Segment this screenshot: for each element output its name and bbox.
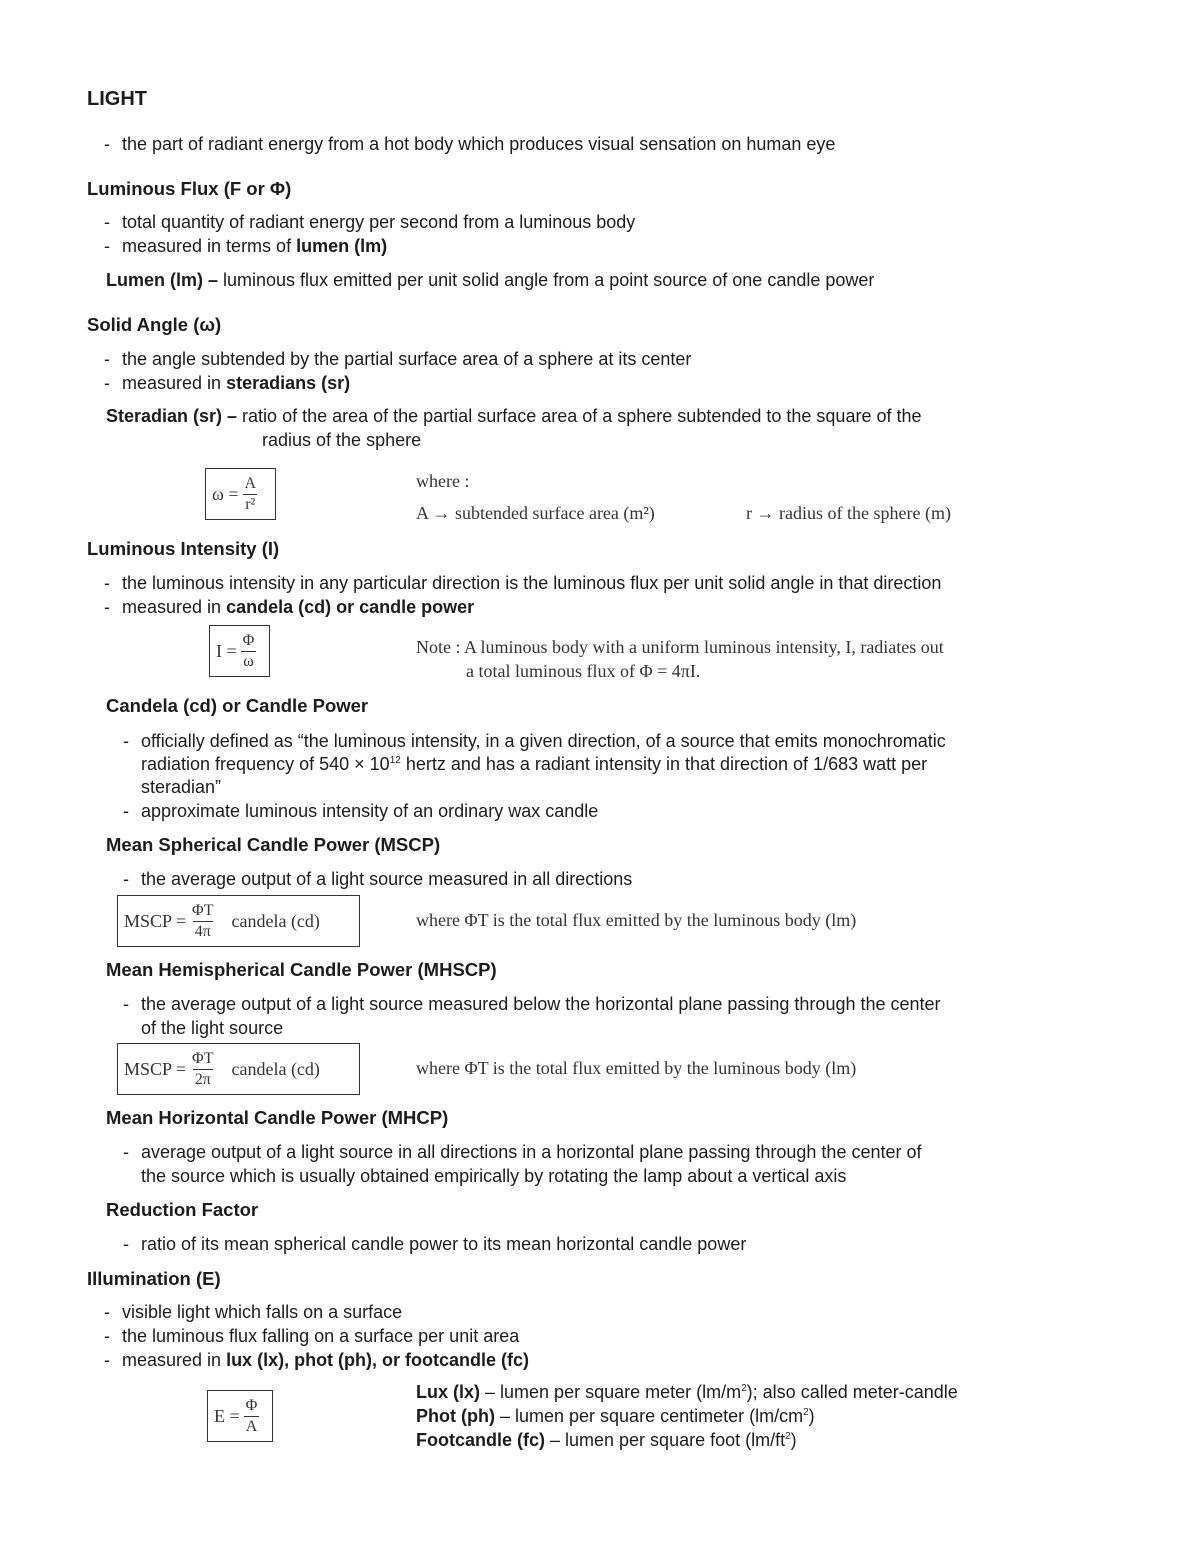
intensity-note-cont: a total luminous flux of Φ = 4πI.	[466, 661, 701, 681]
mscp-formula: MSCP = $\frac{\Phi T}{4\pi}$ candela (cd)	[117, 895, 360, 947]
list-item: - measured in steradians (sr)	[104, 373, 351, 393]
solid-angle-heading: Solid Angle (ω)	[87, 314, 222, 335]
illumination-formula: E = $\frac{\Phi}{A}$	[207, 1390, 273, 1442]
list-item: - the average output of a light source measured in all directions	[123, 869, 633, 889]
candela-heading: Candela (cd) or Candle Power	[106, 695, 369, 716]
mhscp-formula: MSCP = $\frac{\Phi T}{2\pi}$ candela (cd)	[117, 1043, 360, 1095]
where-area: A → subtended surface area (m²)	[416, 503, 655, 523]
list-item: - measured in lux (lx), phot (ph), or footcandle (fc)	[104, 1350, 530, 1370]
solid-angle-formula: ω = $\frac{A}{\text{r²}}$	[205, 468, 276, 520]
list-item: - ratio of its mean spherical candle power to its mean horizontal candle power	[123, 1234, 747, 1254]
list-item: - officially defined as “the luminous intensity, in a given direction, of a source that emits monochromatic	[123, 731, 946, 751]
page-title: LIGHT	[87, 88, 147, 110]
mhcp-heading: Mean Horizontal Candle Power (MHCP)	[106, 1107, 449, 1128]
list-item-cont: of the light source	[141, 1018, 284, 1038]
luminous-flux-heading: Luminous Flux (F or Φ)	[87, 178, 292, 199]
list-item: - the average output of a light source measured below the horizontal plane passing through the center	[123, 994, 941, 1014]
where-radius: r → radius of the sphere (m)	[746, 503, 951, 523]
illumination-heading: Illumination (E)	[87, 1268, 221, 1289]
list-item: - visible light which falls on a surface	[104, 1302, 403, 1322]
intensity-formula: I = $\frac{\Phi}{\omega}$	[209, 625, 270, 677]
mhscp-heading: Mean Hemispherical Candle Power (MHSCP)	[106, 959, 497, 980]
list-item-cont: the source which is usually obtained empirically by rotating the lamp about a vertical axis	[141, 1166, 847, 1186]
mhscp-where: where ΦT is the total flux emitted by the luminous body (lm)	[416, 1058, 857, 1078]
list-item: - approximate luminous intensity of an ordinary wax candle	[123, 801, 599, 821]
steradian-definition: Steradian (sr) – ratio of the area of the partial surface area of a sphere subtended to the square of the	[106, 406, 922, 426]
steradian-definition-cont: radius of the sphere	[262, 430, 422, 450]
intensity-note: Note : A luminous body with a uniform luminous intensity, I, radiates out	[416, 637, 944, 657]
light-definition: - the part of radiant energy from a hot body which produces visual sensation on human eye	[104, 134, 836, 154]
mscp-where: where ΦT is the total flux emitted by the luminous body (lm)	[416, 910, 857, 930]
list-item: - average output of a light source in all directions in a horizontal plane passing through the center of	[123, 1142, 922, 1162]
list-item: - total quantity of radiant energy per second from a luminous body	[104, 212, 636, 232]
list-item: - measured in terms of lumen (lm)	[104, 236, 388, 256]
list-item: - the angle subtended by the partial surface area of a sphere at its center	[104, 349, 692, 369]
reduction-factor-heading: Reduction Factor	[106, 1199, 259, 1220]
list-item-cont: steradian”	[141, 777, 222, 797]
list-item: - measured in candela (cd) or candle power	[104, 597, 475, 617]
lux-definition: Lux (lx) – lumen per square meter $(lm/m^2)$; also called meter-candle	[416, 1382, 958, 1402]
list-item-cont: radiation frequency of $540 \times 10^{12}$ hertz and has a radiant intensity in that direction of 1/683 watt per	[141, 754, 928, 774]
footcandle-definition: Footcandle (fc) – lumen per square foot $(lm/ft^2)$	[416, 1430, 797, 1450]
mscp-heading: Mean Spherical Candle Power (MSCP)	[106, 834, 441, 855]
lumen-definition: Lumen (lm) – luminous flux emitted per unit solid angle from a point source of one candle power	[106, 270, 875, 290]
phot-definition: Phot (ph) – lumen per square centimeter $(lm/cm^2)$	[416, 1406, 815, 1426]
list-item: - the luminous flux falling on a surface per unit area	[104, 1326, 520, 1346]
list-item: - the luminous intensity in any particular direction is the luminous flux per unit solid angle in that direction	[104, 573, 942, 593]
where-label: where :	[416, 471, 470, 491]
luminous-intensity-heading: Luminous Intensity (I)	[87, 538, 280, 559]
